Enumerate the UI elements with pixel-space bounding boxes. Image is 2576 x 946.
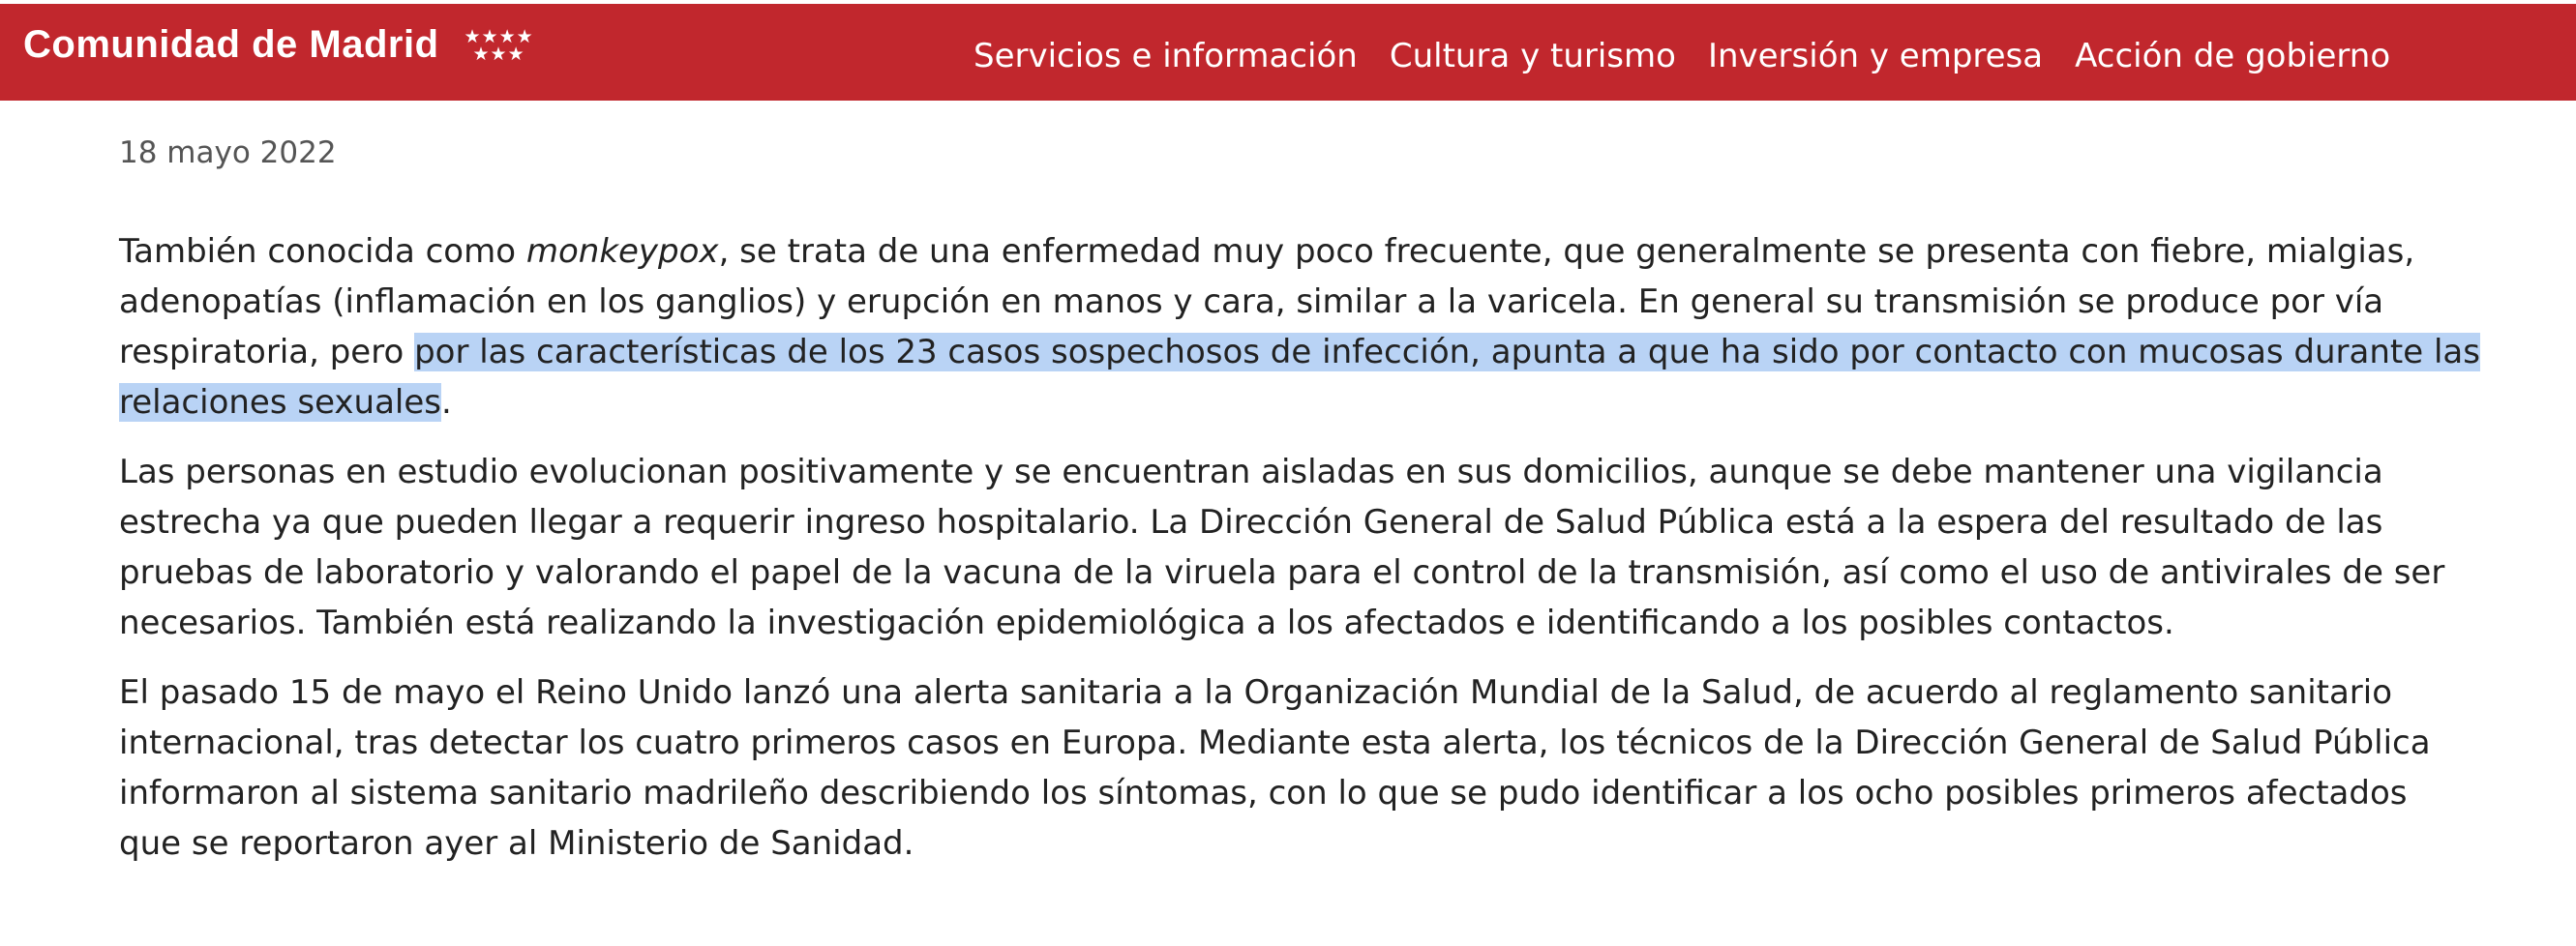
paragraph-line	[119, 226, 2558, 277]
site-header	[0, 4, 2576, 101]
selected-text-highlight: por las características de los 23 casos sospechosos de infección, apunta a que ha sido por contacto con mucosas durante las	[414, 333, 2480, 371]
nav-accion-gobierno[interactable]: Acción de gobierno	[2075, 37, 2391, 75]
text-segment: También conocida como	[119, 232, 526, 271]
selected-text-highlight: relaciones sexuales	[119, 383, 441, 422]
article-date: 18 mayo 2022	[119, 135, 337, 170]
nav-cultura-turismo[interactable]: Cultura y turismo	[1389, 37, 1676, 75]
nav-servicios-informacion[interactable]: Servicios e información	[973, 37, 1358, 75]
paragraph-2	[119, 447, 2558, 648]
paragraph-line: Las personas en estudio evolucionan positivamente y se encuentran aisladas en sus domicilios, aunque se debe mantener una vigilancia	[119, 453, 2383, 491]
text-segment: , se trata de una enfermedad muy poco frecuente, que generalmente se presenta con fiebre, mialgias,	[718, 232, 2415, 271]
emphasis-monkeypox: monkeypox	[525, 232, 719, 271]
main-nav	[973, 37, 2422, 75]
paragraph-1	[119, 226, 2558, 428]
text-segment: .	[440, 383, 452, 422]
paragraph-line: pruebas de laboratorio y valorando el papel de la vacuna de la viruela para el control de la transmisión, así como el uso de antivirales de ser	[119, 553, 2445, 592]
paragraph-3	[119, 667, 2558, 869]
nav-inversion-empresa[interactable]: Inversión y empresa	[1707, 37, 2044, 75]
paragraph-line: estrecha ya que pueden llegar a requerir ingreso hospitalario. La Dirección General de Salud Pública está a la espera del resultado de las	[119, 503, 2383, 542]
comunidad-madrid-logo[interactable]	[23, 23, 534, 67]
brand-name: Comunidad de Madrid	[23, 23, 439, 66]
paragraph-line: adenopatías (inflamación en los ganglios) y erupción en manos y cara, similar a la varicela. En general su transmisión se produce por vía	[119, 282, 2384, 321]
paragraph-line: que se reportaron ayer al Ministerio de Sanidad.	[119, 824, 914, 863]
paragraph-line: informaron al sistema sanitario madrileño describiendo los síntomas, con lo que se pudo identificar a los ocho posibles primeros afectados	[119, 774, 2408, 813]
article-content	[119, 133, 2558, 869]
paragraph-line	[119, 327, 2558, 377]
seven-stars-icon: ★★★★ ★★★	[464, 25, 534, 65]
paragraph-line: internacional, tras detectar los cuatro primeros casos en Europa. Mediante esta alerta, los técnicos de la Dirección General de Salud Pública	[119, 724, 2431, 762]
paragraph-line: El pasado 15 de mayo el Reino Unido lanzó una alerta sanitaria a la Organización Mundial de la Salud, de acuerdo al reglamento sanitario	[119, 673, 2393, 712]
paragraph-line: necesarios. También está realizando la investigación epidemiológica a los afectados e identificando a los posibles contactos.	[119, 604, 2174, 642]
text-segment: respiratoria, pero	[119, 333, 415, 371]
paragraph-line	[119, 377, 2558, 428]
